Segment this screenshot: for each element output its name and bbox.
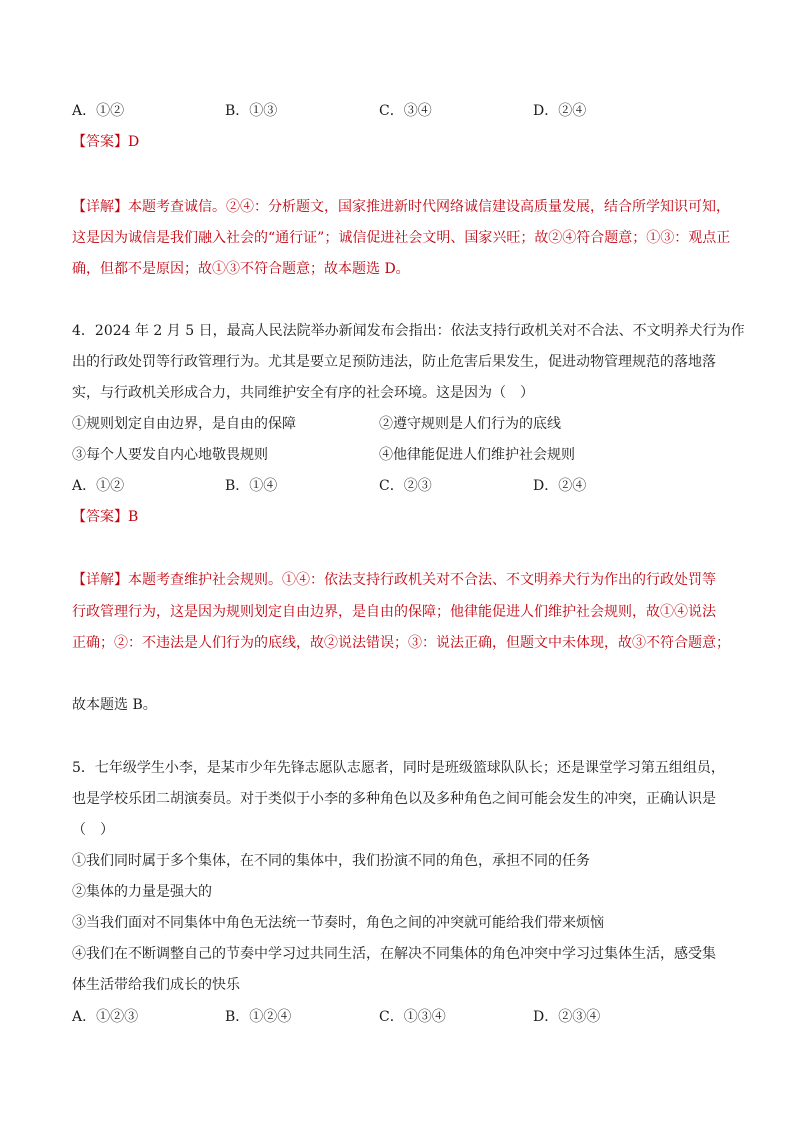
q5-option-b: B．①②④ [225,1009,292,1025]
q4-statement-1: ①规则划定自由边界，是自由的保障 [72,416,296,432]
q4-answer-tag: 【答案】 [72,509,128,525]
q5-option-a: A．①②③ [72,1009,139,1025]
q4-options [72,476,712,496]
q4-statement-4: ④他律能促进人们维护社会规则 [379,447,575,463]
q4-stem-line-3: 实，与行政机关形成合力，共同维护安全有序的社会环境。这是因为（ ） [72,385,534,401]
q4-statement-2: ②遵守规则是人们行为的底线 [379,416,561,432]
q4-answer-value: B [128,509,139,525]
q4-detail-line-2: 行政管理行为，这是因为规则划定自由边界，是自由的保障；他律能促进人们维护社会规则，故①④说法 [72,604,716,620]
q4-answer [72,507,138,527]
q4-detail-line-3: 正确；②：不违法是人们行为的底线，故②说法错误；③：说法正确，但题文中未体现，故③不符合题意； [72,635,730,651]
q4-option-b: B．①④ [225,478,278,494]
q5-stem-line-3: （ ） [72,822,114,838]
q3-detail-line-3: 确，但都不是原因；故①③不符合题意；故本题选 D。 [72,261,410,277]
q5-statement-4-line-1: ④我们在不断调整自己的节奏中学习过共同生活，在解决不同集体的角色冲突中学习过集体生活，感受集 [72,946,716,962]
q4-stem-line-2: 出的行政处罚等行政管理行为。尤其是要立足预防违法，防止危害后果发生，促进动物管理规范的落地落 [72,354,716,370]
q4-statement-3: ③每个人要发自内心地敬畏规则 [72,447,268,463]
q3-detail-line-2: 这是因为诚信是我们融入社会的“通行证”；诚信促进社会文明、国家兴旺；故②④符合题意；①③：观点正 [72,230,731,246]
q4-detail-text-1: 本题考查维护社会规则。①④：依法支持行政机关对不合法、不文明养犬行为作出的行政处罚等 [128,572,716,588]
q3-option-c: C．③④ [379,103,432,119]
q3-answer [72,132,139,152]
q4-option-a: A．①② [72,478,125,494]
q4-conclusion: 故本题选 B。 [72,697,157,713]
q5-statement-1: ①我们同时属于多个集体，在不同的集体中，我们扮演不同的角色，承担不同的任务 [72,853,590,869]
q4-detail-tag: 【详解】 [72,572,128,588]
q4-statements-row-2 [72,445,712,465]
q3-answer-tag: 【答案】 [72,134,128,150]
q3-detail-tag: 【详解】 [72,199,128,215]
q3-detail-text-1: 本题考查诚信。②④：分析题文，国家推进新时代网络诚信建设高质量发展，结合所学知识可知， [128,199,730,215]
q3-detail-line-1 [72,197,730,217]
q5-stem-line-2: 也是学校乐团二胡演奏员。对于类似于小李的多种角色以及多种角色之间可能会发生的冲突，正确认识是 [72,791,716,807]
q4-detail-line-1 [72,570,716,590]
q5-stem-line-1: 5．七年级学生小李，是某市少年先锋志愿队志愿者，同时是班级篮球队队长；还是课堂学习第五组组员， [72,760,725,776]
q5-option-c: C．①③④ [379,1009,446,1025]
q3-answer-value: D [128,134,140,150]
q5-option-d: D．②③④ [533,1009,601,1025]
q5-options [72,1007,712,1027]
q5-statement-4-line-2: 体生活带给我们成长的快乐 [72,977,240,993]
q4-stem-line-1: 4．2024 年 2 月 5 日，最高人民法院举办新闻发布会指出：依法支持行政机关对不合法、不文明养犬行为作 [72,323,745,339]
q5-statement-3: ③当我们面对不同集体中角色无法统一节奏时，角色之间的冲突就可能给我们带来烦恼 [72,915,604,931]
q4-option-c: C．②③ [379,478,432,494]
q3-option-a: A．①② [72,103,125,119]
q3-options [72,101,712,121]
q4-statements-row-1 [72,414,712,434]
q5-statement-2: ②集体的力量是强大的 [72,884,212,900]
q3-option-d: D．②④ [533,103,587,119]
q3-option-b: B．①③ [225,103,278,119]
q4-option-d: D．②④ [533,478,587,494]
